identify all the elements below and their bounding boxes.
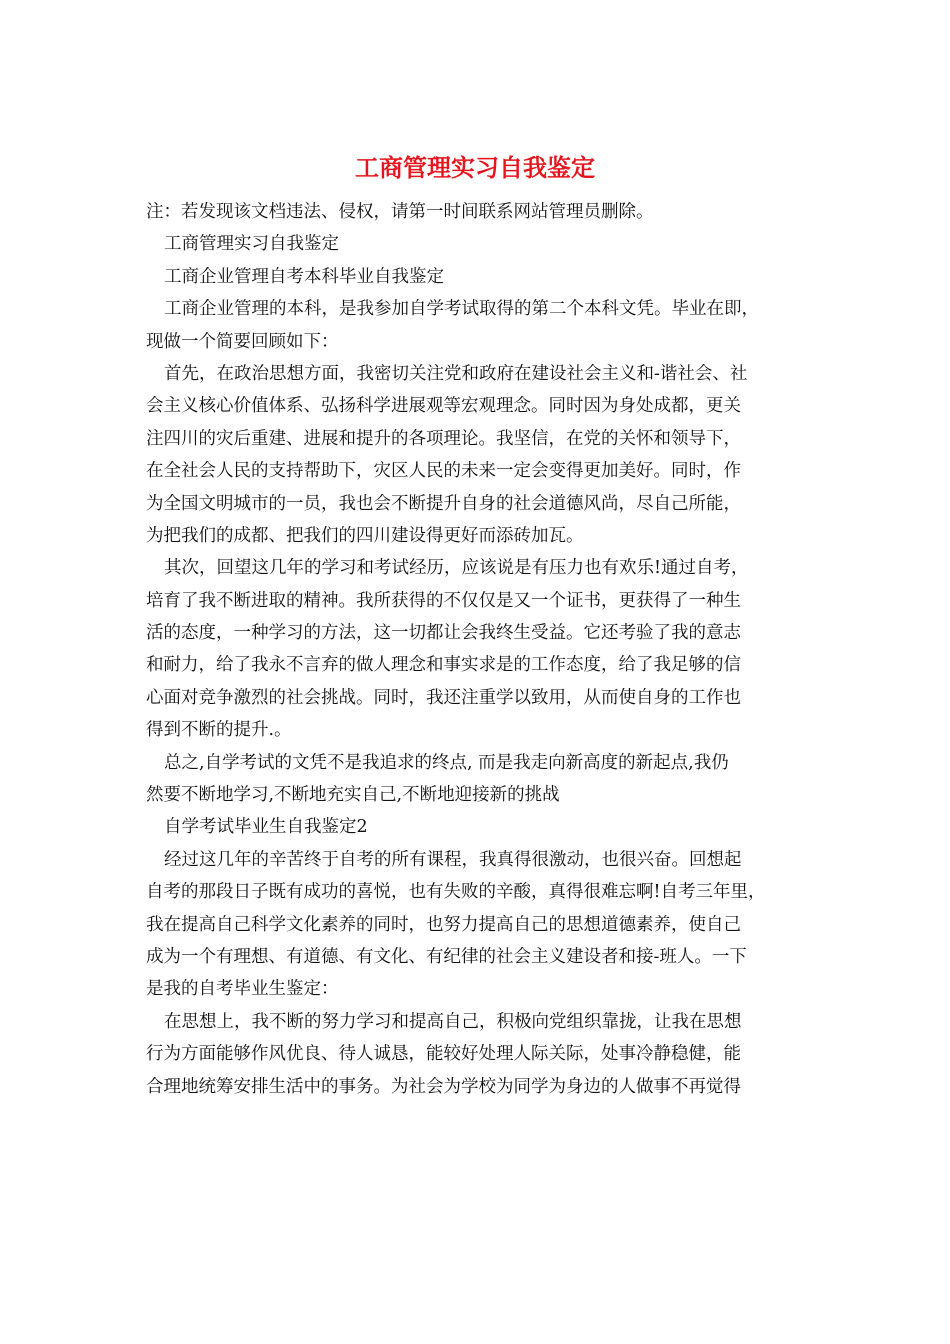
text-line: 工商企业管理自考本科毕业自我鉴定 xyxy=(164,266,444,287)
text-line: 为把我们的成都、把我们的四川建设得更好而添砖加瓦。 xyxy=(146,525,584,546)
text-line: 注四川的灾后重建、进展和提升的各项理论。我坚信，在党的关怀和领导下， xyxy=(146,428,741,449)
text-line: 和耐力，给了我永不言弃的做人理念和事实求是的工作态度，给了我足够的信 xyxy=(146,655,741,676)
text-line: 工商管理实习自我鉴定 xyxy=(164,234,339,255)
text-line: 合理地统筹安排生活中的事务。为社会为学校为同学为身边的人做事不再觉得 xyxy=(146,1076,741,1097)
text-line: 心面对竞争激烈的社会挑战。同时，我还注重学以致用，从而使自身的工作也 xyxy=(146,687,741,708)
text-line: 为全国文明城市的一员，我也会不断提升自身的社会道德风尚，尽自己所能， xyxy=(146,493,741,514)
document-body xyxy=(146,196,816,1103)
text-line: 工商企业管理的本科，是我参加自学考试取得的第二个本科文凭。毕业在即， xyxy=(164,299,759,320)
text-line: 注：若发现该文档违法、侵权，请第一时间联系网站管理员删除。 xyxy=(146,202,654,222)
text-line: 自考的那段日子既有成功的喜悦，也有失败的辛酸，真得很难忘啊!自考三年里， xyxy=(146,882,766,903)
text-line: 会主义核心价值体系、弘扬科学进展观等宏观理念。同时因为身处成都，更关 xyxy=(146,396,741,417)
text-line: 是我的自考毕业生鉴定： xyxy=(146,979,339,1000)
text-line: 成为一个有理想、有道德、有文化、有纪律的社会主义建设者和接-班人。一下 xyxy=(146,946,747,967)
text-line: 行为方面能够作风优良、待人诚恳，能较好处理人际关际，处事冷静稳健，能 xyxy=(146,1044,741,1065)
text-line: 我在提高自己科学文化素养的同时，也努力提高自己的思想道德素养，使自己 xyxy=(146,914,741,935)
text-line: 然要不断地学习,不断地充实自己,不断地迎接新的挑战 xyxy=(146,785,560,806)
text-line: 培育了我不断进取的精神。我所获得的不仅仅是又一个证书，更获得了一种生 xyxy=(146,590,741,611)
text-line: 在思想上，我不断的努力学习和提高自己，积极向党组织靠拢，让我在思想 xyxy=(164,1011,742,1032)
text-line: 其次，回望这几年的学习和考试经历，应该说是有压力也有欢乐!通过自考， xyxy=(164,558,749,579)
text-line: 得到不断的提升.。 xyxy=(146,720,292,741)
text-line: 现做一个简要回顾如下： xyxy=(146,331,339,352)
text-line: 自学考试毕业生自我鉴定2 xyxy=(164,817,368,838)
text-line: 首先，在政治思想方面，我密切关注党和政府在建设社会主义和-谐社会、社 xyxy=(164,363,748,384)
text-line: 总之,自学考试的文凭不是我追求的终点, 而是我走向新高度的新起点,我仍 xyxy=(164,752,729,773)
text-line: 经过这几年的辛苦终于自考的所有课程，我真得很激动，也很兴奋。回想起 xyxy=(164,849,742,870)
text-line: 在全社会人民的支持帮助下，灾区人民的未来一定会变得更加美好。同时，作 xyxy=(146,461,741,482)
text-line: 活的态度，一种学习的方法，这一切都让会我终生受益。它还考验了我的意志 xyxy=(146,623,741,644)
document-title: 工商管理实习自我鉴定 xyxy=(355,153,595,182)
